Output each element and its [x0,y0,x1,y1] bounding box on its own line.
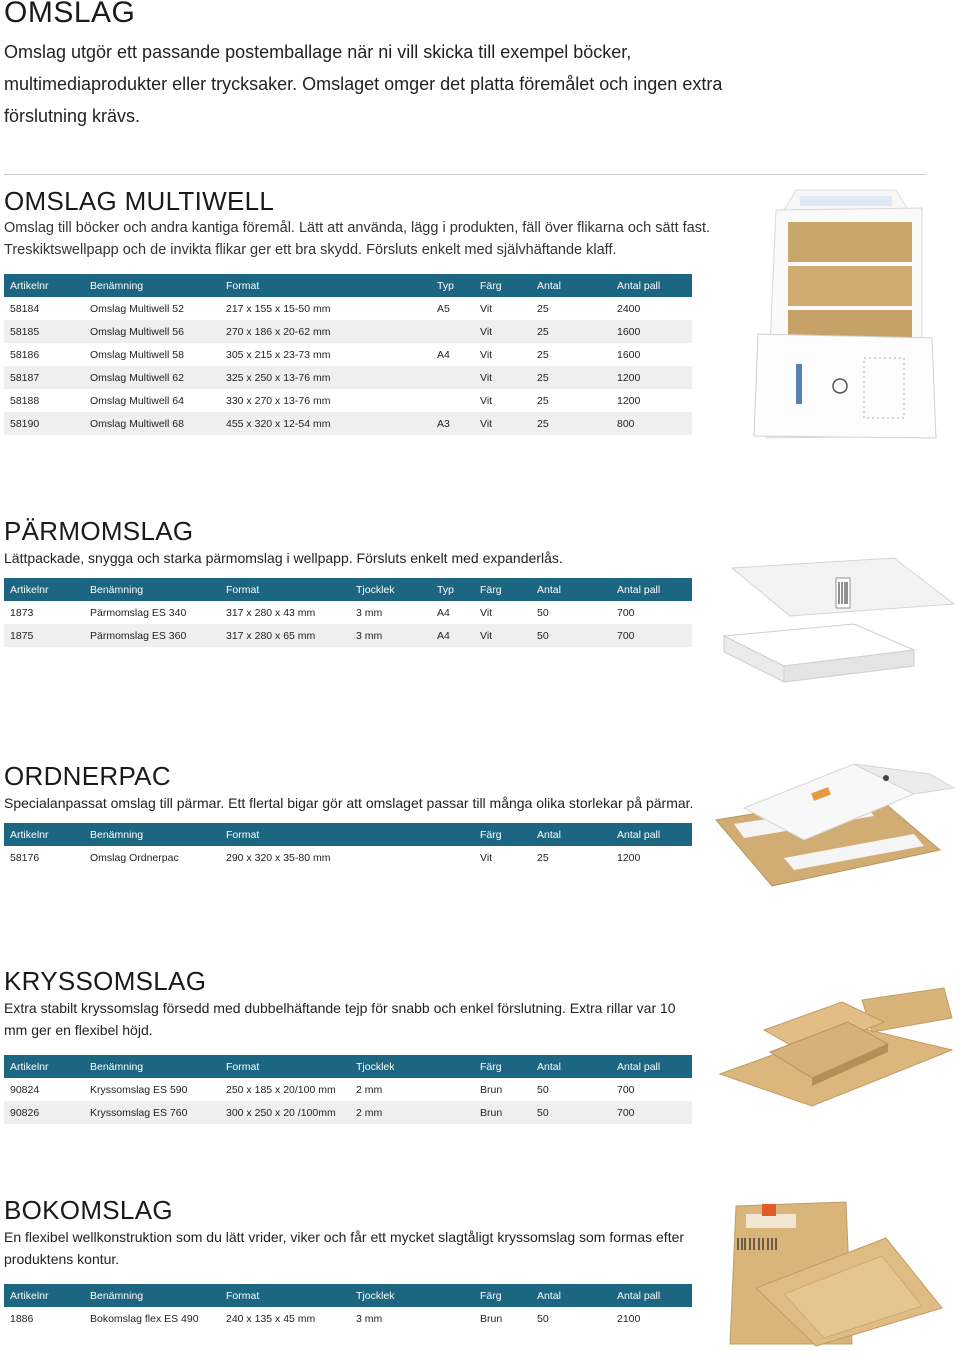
cell: 50 [531,1101,611,1124]
ordnerpac-description: Specialanpassat omslag till pärmar. Ett flertal bigar gör att omslaget passar till många olika storlekar på pärmar. [4,795,694,811]
col-header: Benämning [84,1284,220,1307]
cell: A4 [431,624,474,647]
col-header: Artikelnr [4,578,84,601]
col-header: Antal pall [611,274,692,297]
ordnerpac-product-image [704,754,956,890]
cell: Omslag Multiwell 56 [84,320,220,343]
cell: 2400 [617,302,641,315]
table-header-row [4,1055,692,1078]
cell: 217 x 155 x 15-50 mm [226,302,331,315]
cell: Pärmomslag ES 360 [84,624,220,647]
cell: 2100 [617,1312,641,1325]
cell: A4 [437,606,450,619]
table-row [4,366,692,389]
table-row [4,601,692,624]
bok-product-image [726,1198,946,1348]
col-header: Artikelnr [4,1055,84,1078]
col-header: Format [220,578,350,601]
cell: Vit [480,851,493,864]
cell: 25 [531,366,611,389]
col-header: Benämning [84,1055,220,1078]
intro-line: multimediaprodukter eller trycksaker. Omslaget omger det platta föremålet och ingen extra [4,74,723,94]
cell: 25 [537,851,549,864]
parmomslag-description: Lättpackade, snygga och starka pärmomslag i wellpapp. Försluts enkelt med expanderlås. [4,550,563,566]
col-header: Artikelnr [4,1284,84,1307]
cell: 50 [537,1083,549,1096]
intro-line: Omslag utgör ett passande postemballage när ni vill skicka till exempel böcker, [4,42,632,62]
cell: 1600 [611,320,692,343]
col-header: Färg [474,823,531,846]
bokomslag-desc-line: produktens kontur. [4,1251,120,1267]
cell: 90824 [10,1083,40,1096]
cell: 25 [537,348,549,361]
cell: 250 x 185 x 20/100 mm [226,1083,336,1096]
col-header: Antal pall [611,1055,692,1078]
table-header-row [4,578,692,601]
ordnerpac-table [4,823,692,869]
cell: Vit [474,366,531,389]
col-header: Format [220,1055,350,1078]
cell: 1875 [4,624,84,647]
cell: 330 x 270 x 13-76 mm [226,394,331,407]
table-row [4,320,692,343]
col-header: Tjocklek [350,1055,474,1078]
cell: 800 [611,412,692,435]
table-row [4,389,692,412]
cell: 58185 [4,320,84,343]
cell: Kryssomslag ES 590 [90,1083,188,1096]
section-title-parmomslag: PÄRMOMSLAG [4,516,194,546]
cell: 2 mm [350,1101,474,1124]
cell: Bokomslag flex ES 490 [90,1312,199,1325]
cell: 3 mm [356,1312,383,1325]
cell: A4 [437,348,450,361]
cell: Pärmomslag ES 340 [90,606,187,619]
multiwell-product-image [736,186,954,442]
col-header: Benämning [84,823,220,846]
col-header: Typ [431,578,474,601]
cell: Brun [474,1101,531,1124]
table-row [4,297,692,320]
col-header: Färg [474,1055,531,1078]
cell: Kryssomslag ES 760 [84,1101,220,1124]
bokomslag-table [4,1284,692,1330]
parm-product-image [704,554,956,684]
section-title-multiwell: OMSLAG MULTIWELL [4,186,275,216]
kryssomslag-table [4,1055,692,1124]
cell: 25 [531,412,611,435]
table-header-row [4,823,692,846]
multiwell-desc-line: Omslag till böcker och andra kantiga föremål. Lätt att använda, lägg i produkten, fäll över flikarna och sätt fast. [4,220,711,236]
cell: 290 x 320 x 35-80 mm [226,851,331,864]
cell: A3 [431,412,474,435]
col-header: Tjocklek [350,1284,474,1307]
col-header: Artikelnr [4,823,84,846]
cell: 305 x 215 x 23-73 mm [226,348,331,361]
cell: 1200 [617,851,641,864]
col-header: Format [220,823,474,846]
cell: Omslag Multiwell 52 [90,302,184,315]
cell: 50 [537,606,549,619]
cell: Vit [474,320,531,343]
kryss-product-image [712,978,956,1114]
multiwell-description [4,217,744,261]
cell: 317 x 280 x 65 mm [220,624,350,647]
col-header: Antal [531,1284,611,1307]
cell: 25 [537,302,549,315]
col-header: Färg [474,578,531,601]
cell: 700 [611,1101,692,1124]
table-row [4,1307,692,1330]
cell: 270 x 186 x 20-62 mm [220,320,431,343]
cell: Vit [480,348,493,361]
col-header: Tjocklek [350,578,431,601]
cell: Omslag Multiwell 64 [90,394,184,407]
col-header: Artikelnr [4,274,84,297]
cell: 1600 [617,348,641,361]
cell: 50 [531,624,611,647]
col-header: Antal pall [611,823,692,846]
col-header: Färg [474,274,531,297]
cell: A5 [437,302,450,315]
cell: 700 [617,1083,635,1096]
col-header: Format [220,1284,350,1307]
cell: Omslag Multiwell 68 [84,412,220,435]
col-header: Antal [531,1055,611,1078]
cell: 25 [537,394,549,407]
kryssomslag-desc-line: Extra stabilt kryssomslag försedd med dubbelhäftande tejp för snabb och enkel förslutning. Extra rillar var 10 [4,1000,676,1016]
divider [4,174,926,175]
cell: Omslag Multiwell 62 [84,366,220,389]
page-title: OMSLAG [4,0,136,29]
col-header: Antal [531,274,611,297]
cell: Vit [480,394,493,407]
cell: Omslag Ordnerpac [90,851,179,864]
cell: 455 x 320 x 12-54 mm [220,412,431,435]
table-header-row [4,1284,692,1307]
cell: 58187 [4,366,84,389]
cell: 1200 [617,394,641,407]
cell: Vit [480,302,493,315]
bokomslag-description [4,1226,704,1270]
col-header: Färg [474,1284,531,1307]
table-header-row [4,274,692,297]
cell: 317 x 280 x 43 mm [226,606,316,619]
cell: 700 [611,624,692,647]
multiwell-table [4,274,692,435]
cell: 58176 [10,851,40,864]
table-row [4,624,692,647]
cell: 90826 [4,1101,84,1124]
cell [431,389,474,412]
cell: 2 mm [356,1083,383,1096]
col-header: Format [220,274,431,297]
kryssomslag-description [4,997,704,1041]
section-title-bokomslag: BOKOMSLAG [4,1195,173,1225]
cell: 58188 [10,394,40,407]
cell [431,320,474,343]
cell: 3 mm [350,624,431,647]
cell [431,366,474,389]
cell: 3 mm [356,606,383,619]
table-row [4,1078,692,1101]
intro-line: förslutning krävs. [4,106,141,126]
cell: 1200 [611,366,692,389]
table-row [4,412,692,435]
cell: Vit [474,412,531,435]
col-header: Antal pall [611,578,692,601]
bokomslag-desc-line: En flexibel wellkonstruktion som du lätt vrider, viker och får ett mycket slagtåligt kryssomslag som formas efter [4,1229,685,1245]
cell: 58190 [4,412,84,435]
multiwell-desc-line: Treskiktswellpapp och de invikta flikar ger ett bra skydd. Försluts enkelt med självhäftande klaff. [4,242,617,258]
cell: 300 x 250 x 20 /100mm [220,1101,350,1124]
col-header: Antal pall [611,1284,692,1307]
cell: 240 x 135 x 45 mm [226,1312,316,1325]
cell: Vit [474,624,531,647]
cell: 50 [537,1312,549,1325]
cell: Omslag Multiwell 58 [90,348,184,361]
col-header: Benämning [84,274,220,297]
cell: 700 [617,606,635,619]
col-header: Antal [531,578,611,601]
cell: 58184 [10,302,40,315]
intro-text [4,36,904,132]
parmomslag-table [4,578,692,647]
table-row [4,1101,692,1124]
cell: Vit [480,606,493,619]
cell: 25 [531,320,611,343]
cell: 1886 [10,1312,34,1325]
section-title-ordnerpac: ORDNERPAC [4,761,171,791]
cell: 58186 [10,348,40,361]
cell: 325 x 250 x 13-76 mm [220,366,431,389]
kryssomslag-desc-line: mm ger en flexibel höjd. [4,1022,153,1038]
cell: 1873 [10,606,34,619]
col-header: Typ [431,274,474,297]
col-header: Benämning [84,578,220,601]
table-row [4,846,692,869]
cell: Brun [480,1083,503,1096]
section-title-kryssomslag: KRYSSOMSLAG [4,966,207,996]
col-header: Antal [531,823,611,846]
cell: Brun [480,1312,503,1325]
table-row [4,343,692,366]
